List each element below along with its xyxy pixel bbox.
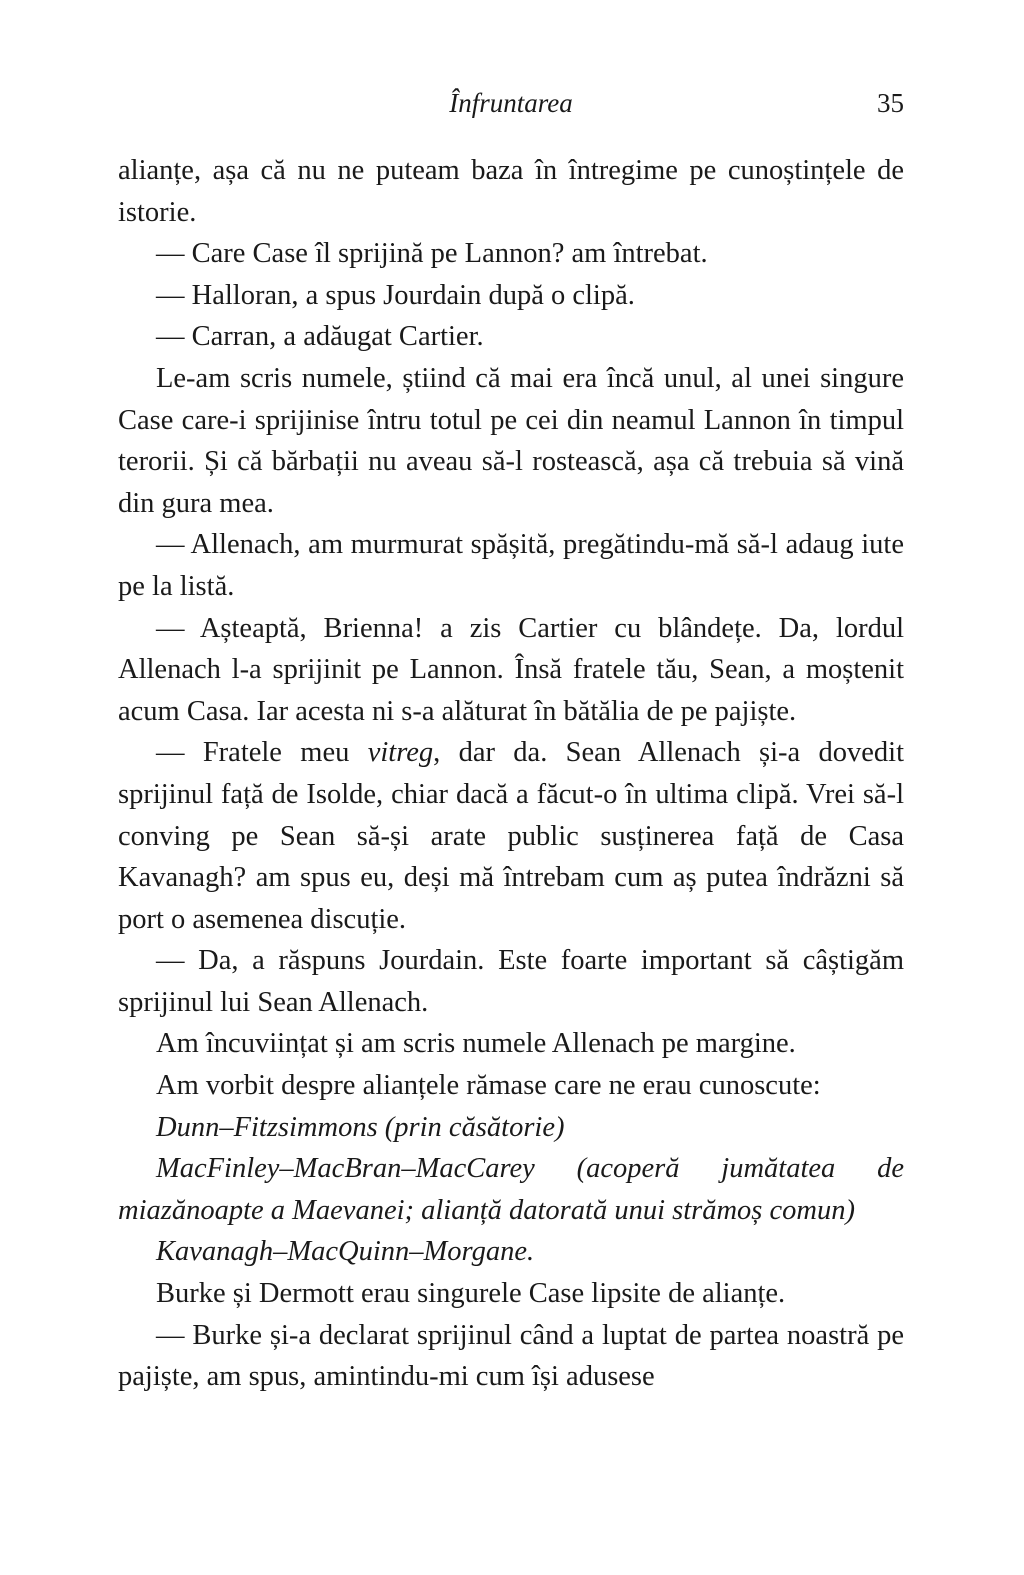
- dialogue-line: — Așteaptă, Brienna! a zis Cartier cu blândețe. Da, lordul Allenach l-a sprijinit pe Lannon. Însă fratele tău, Sean, a moștenit acum Casa. Iar acesta ni s-a alăturat în bătălia de pe pajiște.: [118, 612, 904, 727]
- paragraph: Am vorbit despre alianțele rămase care ne erau cunoscute:: [156, 1070, 821, 1102]
- dialogue-line: — Care Case îl sprijină pe Lannon? am întrebat.: [156, 238, 708, 270]
- dialogue-line: [118, 732, 904, 940]
- emphasized-word: vitreg: [367, 737, 434, 769]
- dialogue-line: — Allenach, am murmurat spășită, pregătindu-mă să-l adaug iute pe la listă.: [118, 529, 904, 602]
- dialogue-line: — Da, a răspuns Jourdain. Este foarte important să câștigăm sprijinul lui Sean Allenach.: [118, 945, 904, 1018]
- alliance-list-item: MacFinley–MacBran–MacCarey (acoperă jumătatea de miazănoapte a Maevanei; alianță datorată unui strămoș comun): [118, 1153, 904, 1226]
- running-title: Înfruntarea: [449, 88, 573, 118]
- dialogue-line: — Carran, a adăugat Cartier.: [156, 321, 484, 353]
- dialogue-text: — Fratele meu: [156, 737, 368, 769]
- paragraph: Burke și Dermott erau singurele Case lipsite de alianțe.: [156, 1278, 786, 1310]
- alliance-list-item: Dunn–Fitzsimmons (prin căsătorie): [156, 1111, 565, 1143]
- body-text: [118, 150, 904, 1398]
- alliance-list-item: Kavanagh–MacQuinn–Morgane.: [156, 1236, 535, 1268]
- page-number: 35: [877, 88, 904, 118]
- paragraph: Am încuviințat și am scris numele Allenach pe margine.: [156, 1028, 796, 1060]
- dialogue-line: — Burke și-a declarat sprijinul când a luptat de partea noastră pe pajiște, am spus, amintindu-mi cum își adusese: [118, 1319, 904, 1393]
- running-head: [118, 88, 904, 124]
- paragraph: Le-am scris numele, știind că mai era încă unul, al unei singure Case care-i sprijinise întru totul pe cei din neamul Lannon în timpul terorii. Și că bărbații nu aveau să-l rostească, așa că trebuia să vină din gura mea.: [118, 362, 904, 519]
- dialogue-line: — Halloran, a spus Jourdain după o clipă.: [156, 279, 635, 311]
- dialogue-text: , dar da. Sean Allenach și-a dovedit sprijinul față de Isolde, chiar dacă a făcut-o în ultima clipă. Vrei să-l conving pe Sean să-și arate public susținerea față de Casa Kavanagh? am spus eu, deși mă întrebam cum aș putea îndrăzni să port o asemenea discuție.: [118, 737, 904, 935]
- paragraph-continuation: alianțe, așa că nu ne puteam baza în întregime pe cunoștințele de istorie.: [118, 155, 904, 228]
